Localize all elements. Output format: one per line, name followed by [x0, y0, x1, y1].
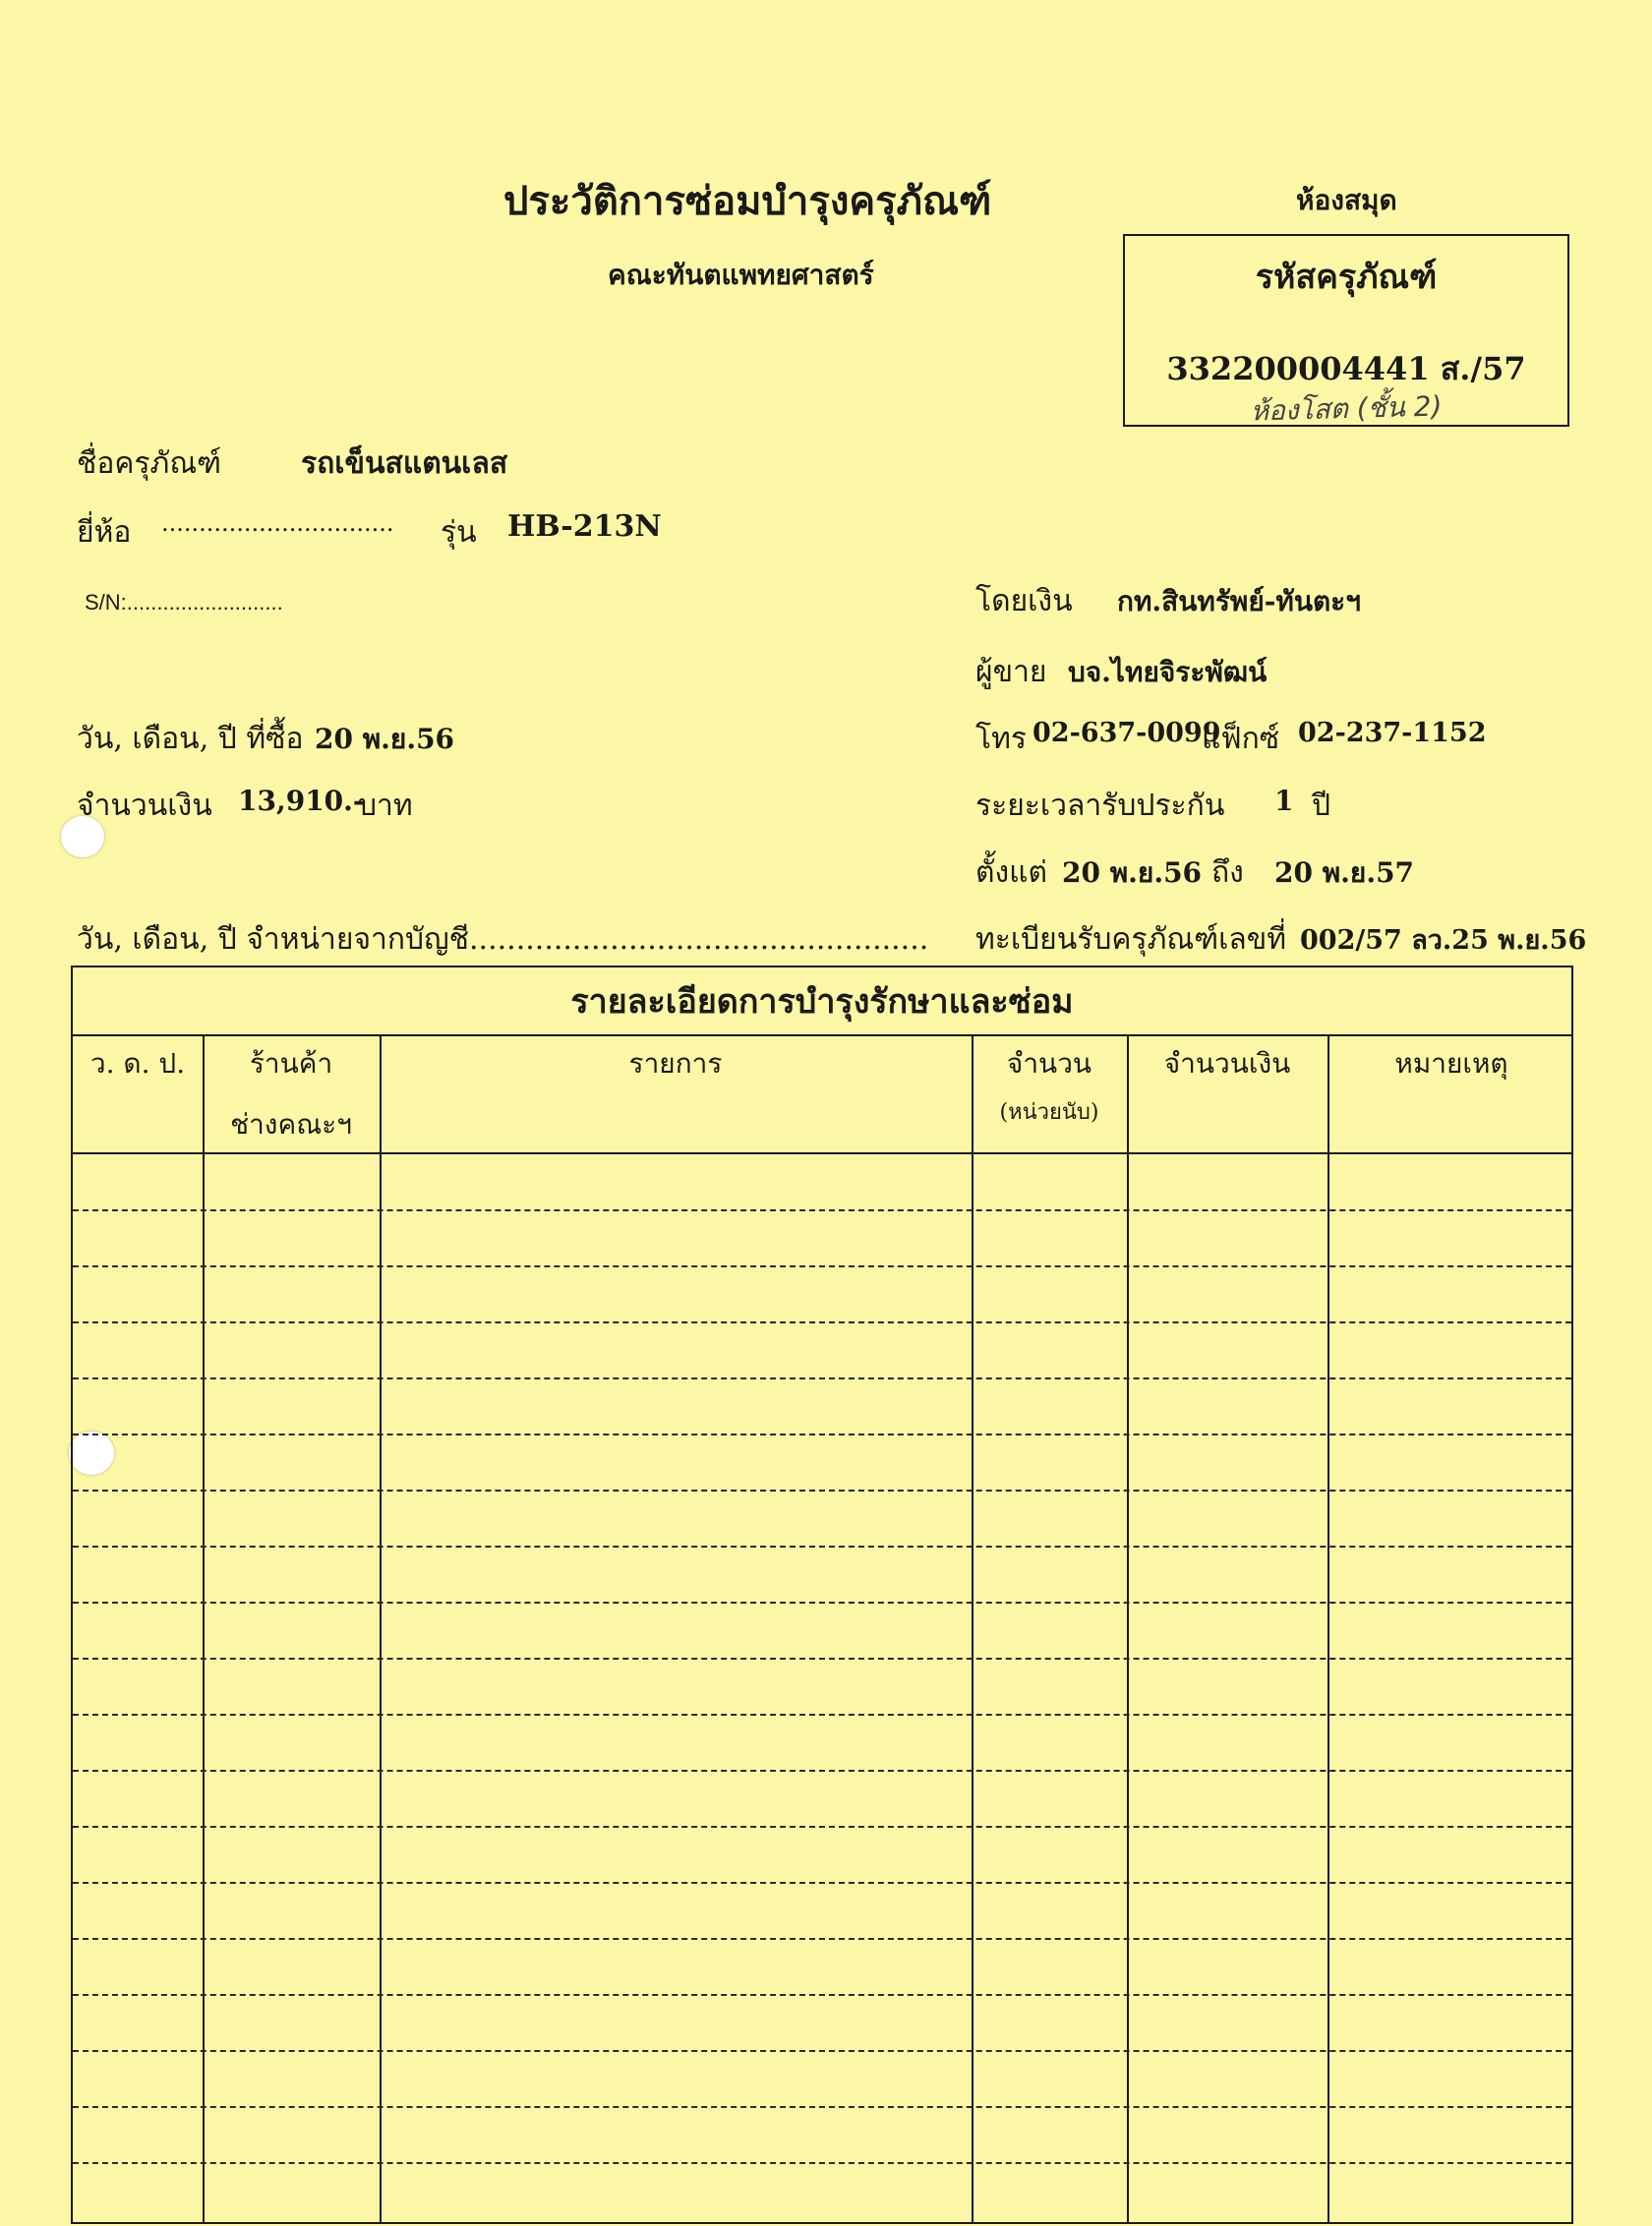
column-divider	[1328, 1036, 1329, 2222]
table-row	[73, 1490, 1571, 1492]
column-header-remark: หมายเหตุ	[1394, 1047, 1508, 1080]
header-divider	[73, 1152, 1571, 1154]
seller-value: บจ.ไทยจิระพัฒน์	[1068, 656, 1268, 688]
table-row	[73, 1265, 1571, 1267]
amount-label: จำนวนเงิน	[77, 789, 212, 823]
column-header-item: รายการ	[628, 1047, 723, 1080]
brand-value: ...............................	[161, 509, 394, 537]
column-divider	[380, 1036, 382, 2222]
column-header-quantity: จำนวน (หน่วยนับ)	[999, 1047, 1099, 1126]
item-name-label: ชื่อครุภัณฑ์	[77, 446, 222, 481]
phone-value: 02-637-0099	[1032, 718, 1221, 748]
warranty-value: 1	[1274, 785, 1294, 817]
seller-label: ผู้ขาย	[975, 655, 1047, 689]
warranty-to-value: 20 พ.ย.57	[1274, 856, 1415, 889]
table-row	[73, 1658, 1571, 1660]
warranty-to-label: ถึง	[1211, 855, 1244, 890]
phone-label: โทร	[975, 722, 1028, 756]
asset-code-box	[1123, 234, 1569, 427]
amount-unit: บาท	[358, 789, 413, 823]
form-title: ประวัติการซ่อมบำรุงครุภัณฑ์	[503, 178, 992, 224]
fund-value: กท.สินทรัพย์-ทันตะฯ	[1117, 585, 1361, 617]
column-divider	[203, 1036, 205, 2222]
warranty-from-value: 20 พ.ย.56	[1062, 856, 1203, 889]
model-label: รุ่น	[441, 515, 477, 550]
column-header-shop: ร้านค้า ช่างคณะฯ	[230, 1047, 352, 1142]
table-row	[73, 2050, 1571, 2052]
table-title: รายละเอียดการบำรุงรักษาและซ่อม	[73, 967, 1571, 1036]
table-row	[73, 1321, 1571, 1323]
table-row	[73, 2106, 1571, 2108]
table-row	[73, 1434, 1571, 1435]
asset-code-title: รหัสครุภัณฑ์	[1255, 258, 1438, 297]
table-row	[73, 1938, 1571, 1940]
brand-label: ยี่ห้อ	[77, 515, 132, 550]
department-name: คณะทันตแพทยศาสตร์	[608, 259, 874, 291]
amount-value: 13,910.-	[238, 785, 365, 817]
table-row	[73, 1602, 1571, 1604]
purchase-date-label: วัน, เดือน, ปี ที่ซื้อ	[77, 722, 304, 756]
table-row	[73, 1994, 1571, 1996]
table-row	[73, 1209, 1571, 1211]
registry-label: ทะเบียนรับครุภัณฑ์เลขที่	[975, 922, 1287, 957]
warranty-label: ระยะเวลารับประกัน	[975, 789, 1225, 823]
table-row	[73, 1377, 1571, 1379]
warranty-from-label: ตั้งแต่	[975, 855, 1047, 890]
table-row	[73, 1714, 1571, 1716]
column-header-amount: จำนวนเงิน	[1163, 1047, 1291, 1080]
maintenance-table	[71, 966, 1573, 2224]
registry-value: 002/57 ลว.25 พ.ย.56	[1300, 925, 1587, 956]
column-divider	[1127, 1036, 1129, 2222]
table-row	[73, 1826, 1571, 1828]
column-divider	[972, 1036, 974, 2222]
column-header-date: ว. ด. ป.	[89, 1047, 186, 1080]
table-row	[73, 1546, 1571, 1548]
item-name-value: รถเข็นสแตนเลส	[301, 446, 508, 481]
table-row	[73, 1882, 1571, 1884]
serial-number-field: S/N:..........................	[85, 590, 283, 615]
table-row	[73, 1770, 1571, 1772]
warranty-unit: ปี	[1312, 789, 1331, 823]
fax-value: 02-237-1152	[1298, 718, 1487, 748]
purchase-date-value: 20 พ.ย.56	[315, 723, 455, 755]
disposal-date-field: วัน, เดือน, ปี จำหน่ายจากบัญชี.................................................	[77, 922, 929, 957]
model-value: HB-213N	[507, 509, 662, 544]
fund-label: โดยเงิน	[975, 584, 1073, 618]
table-row	[73, 2162, 1571, 2164]
handwritten-note: ห้องโสต (ชั้น 2)	[1250, 389, 1443, 428]
asset-code-value: 332200004441 ส./57	[1166, 350, 1526, 387]
location-label: ห้องสมุด	[1296, 184, 1397, 216]
fax-label: แฟ็กซ์	[1202, 722, 1280, 756]
